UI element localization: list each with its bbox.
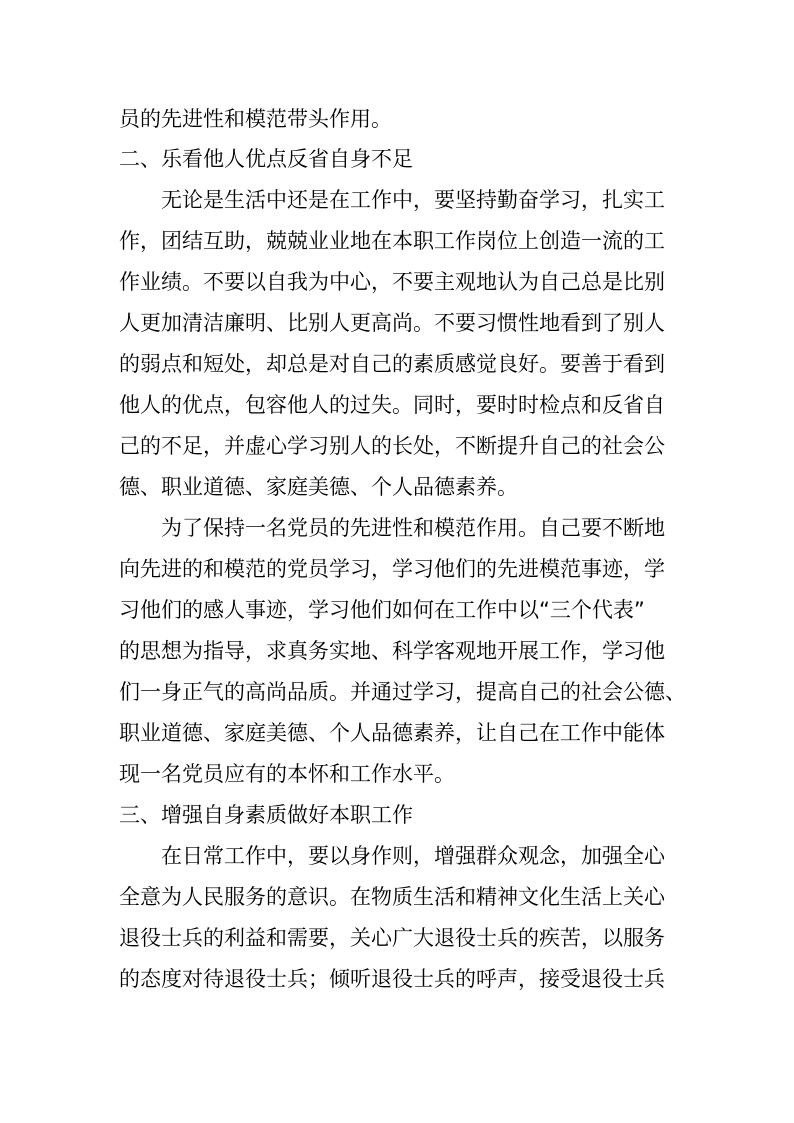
paragraph-line: 向先进的和模范的党员学习，学习他们的先进模范事迹，学 [119, 557, 665, 581]
section-heading-two: 二、乐看他人优点反省自身不足 [119, 147, 413, 171]
paragraph-line: 的弱点和短处，却总是对自己的素质感觉良好。要善于看到 [119, 352, 665, 376]
paragraph-line: 习他们的感人事迹，学习他们如何在工作中以“三个代表” [119, 598, 645, 622]
paragraph-line: 的态度对待退役士兵；倾听退役士兵的呼声，接受退役士兵 [119, 967, 665, 991]
paragraph-line: 退役士兵的利益和需要，关心广大退役士兵的疾苦，以服务 [119, 926, 665, 950]
paragraph-line: 们一身正气的高尚品质。并通过学习，提高自己的社会公德、 [119, 680, 686, 704]
paragraph-line: 现一名党员应有的本怀和工作水平。 [119, 762, 455, 786]
paragraph-continuation-line: 员的先进性和模范带头作用。 [119, 107, 392, 131]
paragraph-line: 他人的优点，包容他人的过失。同时，要时时检点和反省自 [119, 393, 665, 417]
paragraph-line: 作，团结互助，兢兢业业地在本职工作岗位上创造一流的工 [119, 229, 665, 253]
paragraph-line: 全意为人民服务的意识。在物质生活和精神文化生活上关心 [119, 885, 665, 909]
paragraph-line: 为了保持一名党员的先进性和模范作用。自己要不断地 [161, 516, 665, 540]
paragraph-line: 的思想为指导，求真务实地、科学客观地开展工作，学习他 [119, 639, 665, 663]
paragraph-line: 作业绩。不要以自我为中心，不要主观地认为自己总是比别 [119, 270, 665, 294]
section-heading-three: 三、增强自身素质做好本职工作 [119, 803, 413, 827]
paragraph-line: 在日常工作中，要以身作则，增强群众观念，加强全心 [161, 844, 665, 868]
paragraph-line: 无论是生活中还是在工作中，要坚持勤奋学习，扎实工 [161, 188, 665, 212]
paragraph-line: 职业道德、家庭美德、个人品德素养，让自己在工作中能体 [119, 721, 665, 745]
paragraph-line: 人更加清洁廉明、比别人更高尚。不要习惯性地看到了别人 [119, 311, 665, 335]
paragraph-line: 己的不足，并虚心学习别人的长处，不断提升自己的社会公 [119, 434, 665, 458]
paragraph-line: 德、职业道德、家庭美德、个人品德素养。 [119, 475, 518, 499]
